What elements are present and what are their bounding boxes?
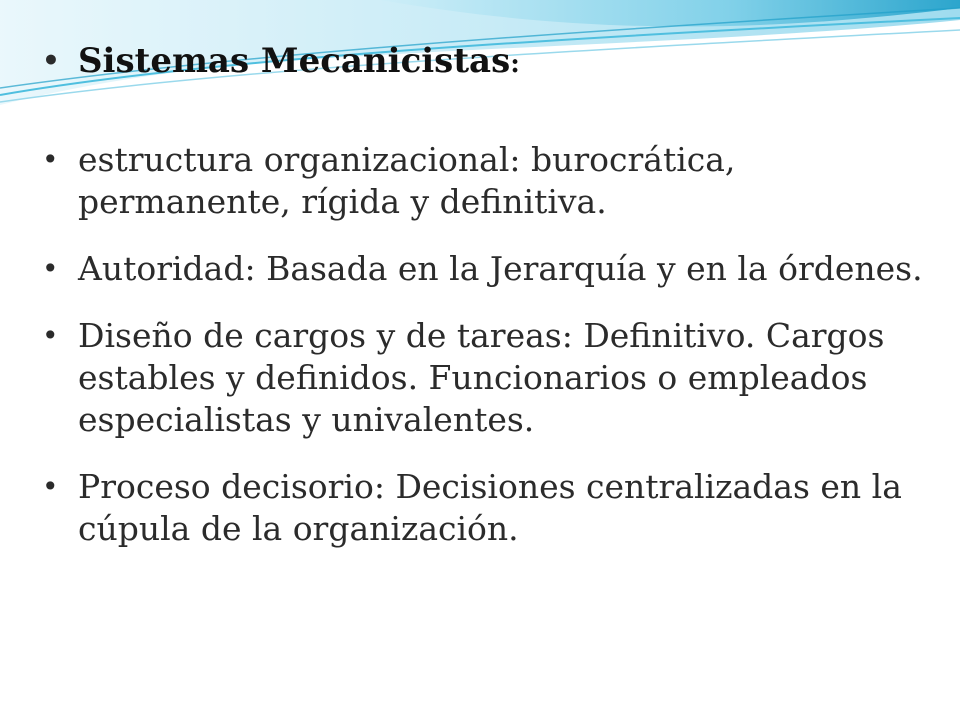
slide-title-text: Sistemas Mecanicistas bbox=[78, 41, 511, 81]
bullet-dot-icon: • bbox=[42, 44, 60, 77]
slide-content bbox=[42, 40, 942, 575]
bullet-dot-icon: • bbox=[42, 470, 59, 503]
bullet-item-structure bbox=[42, 139, 942, 223]
bullet-item-job-design bbox=[42, 315, 942, 441]
slide-title-colon: : bbox=[510, 49, 520, 79]
bullet-dot-icon: • bbox=[42, 252, 59, 285]
bullet-text: Proceso decisorio: Decisiones centralizadas en la cúpula de la organización. bbox=[78, 467, 902, 548]
bullet-item-authority bbox=[42, 248, 942, 290]
bullet-dot-icon: • bbox=[42, 319, 59, 352]
slide-title bbox=[42, 40, 942, 85]
bullet-text: Autoridad: Basada en la Jerarquía y en la órdenes. bbox=[78, 249, 923, 288]
bullet-text: estructura organizacional: burocrática, permanente, rígida y definitiva. bbox=[78, 140, 736, 221]
bullet-text: Diseño de cargos y de tareas: Definitivo. Cargos estables y definidos. Funcionarios o empleados especialistas y univalentes. bbox=[78, 316, 885, 439]
bullet-dot-icon: • bbox=[42, 143, 59, 176]
bullet-item-decision-process bbox=[42, 466, 942, 550]
